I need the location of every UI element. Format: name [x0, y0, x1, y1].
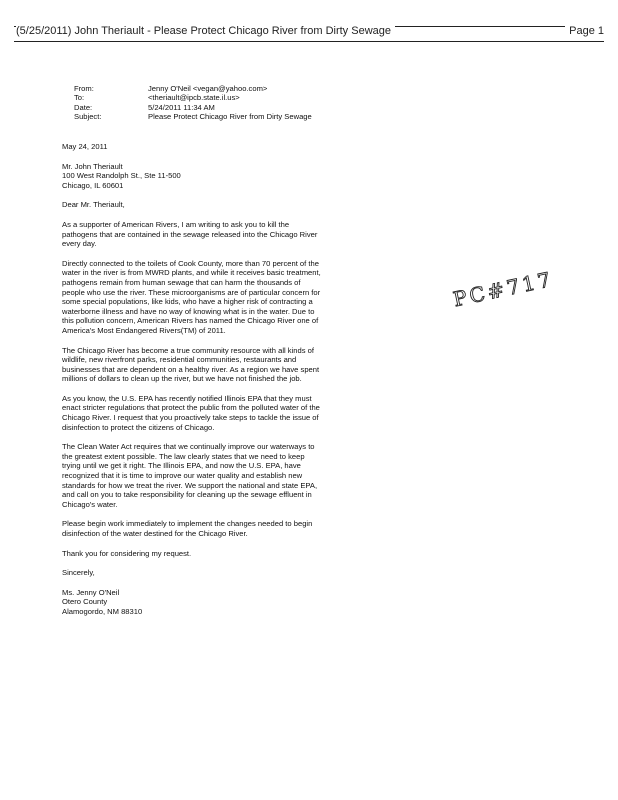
email-metadata [74, 84, 312, 122]
paragraph: As you know, the U.S. EPA has recently notified Illinois EPA that they must enact stricter regulations that protect the public from the polluted water of the Chicago River. I request that you proactively take steps to tackle the issue of disinfection to protect the citizens of Chicago. [62, 393, 320, 432]
from-value: Jenny O'Neil <vegan@yahoo.com> [148, 84, 268, 93]
letter-body [62, 142, 324, 617]
salutation: Dear Mr. Theriault, [62, 200, 125, 210]
paragraph: Thank you for considering my request. [62, 548, 192, 558]
address-line: Chicago, IL 60601 [62, 180, 124, 190]
paragraph: The Clean Water Act requires that we continually improve our waterways to the greatest extent possible. The law clearly states that we need to keep trying until we get it right. The Illinois EPA, and now the U.S. EPA, have recognized that it is time to improve our water quality and establish new standards for how we treat the river. We support the national and state EPA, and call on you to take responsibility for cleaning up the sewage effluent in Chicago's water. [62, 442, 318, 509]
date-label: Date: [74, 102, 93, 112]
paragraph: The Chicago River has become a true community resource with all kinds of wildlife, new riverfront parks, residential communities, restaurants and businesses that are dependent on a healthy river. As a region we have spent millions of dollars to clean up the river, but we have not finished the job. [62, 345, 320, 384]
subject-value: Please Protect Chicago River from Dirty Sewage [148, 112, 312, 122]
signature-line: Alamogordo, NM 88310 [62, 606, 143, 616]
closing: Sincerely, [62, 568, 95, 578]
signature-line: Otero County [62, 597, 108, 607]
handwritten-pc-stamp [445, 251, 581, 321]
letter-date: May 24, 2011 [62, 142, 108, 151]
signature-line: Ms. Jenny O'Neil [62, 587, 120, 597]
to-label: To: [74, 93, 85, 103]
subject-label: Subject: [74, 112, 102, 122]
page-number: Page 1 [565, 25, 604, 37]
signature-block [62, 588, 324, 617]
date-value: 5/24/2011 11:34 AM [148, 102, 215, 112]
address-line: 100 West Randolph St., Ste 11-500 [62, 171, 181, 181]
from-row [74, 84, 312, 93]
subject-row [74, 112, 312, 121]
date-row [74, 103, 312, 112]
paragraph: Directly connected to the toilets of Cook County, more than 70 percent of the water in the river is from MWRD plants, and while it receives basic treatment, pathogens remain from human sewage that can harm the thousands of people who use the river. These microorganisms are of particular concern for some special populations, like kids, who have a higher risk of contracting a waterborne illness and have no way of knowing what is in the water. Due to this pollution concern, American Rivers has named the Chicago River one of America's Most Endangered Rivers(TM) of 2011. [62, 258, 321, 335]
to-value: <theriault@ipcb.state.il.us> [148, 93, 240, 103]
paragraph: As a supporter of American Rivers, I am writing to ask you to kill the pathogens that are contained in the sewage released into the Chicago River every day. [62, 219, 318, 249]
from-label: From: [74, 84, 94, 93]
address-line: Mr. John Theriault [62, 161, 123, 171]
to-row [74, 93, 312, 102]
paragraph: Please begin work immediately to implement the changes needed to begin disinfection of the water destined for the Chicago River. [62, 519, 313, 538]
document-header-title: (5/25/2011) John Theriault - Please Protect Chicago River from Dirty Sewage [16, 25, 395, 37]
recipient-address [62, 162, 324, 191]
stamp-text: PC#717 [451, 266, 556, 312]
